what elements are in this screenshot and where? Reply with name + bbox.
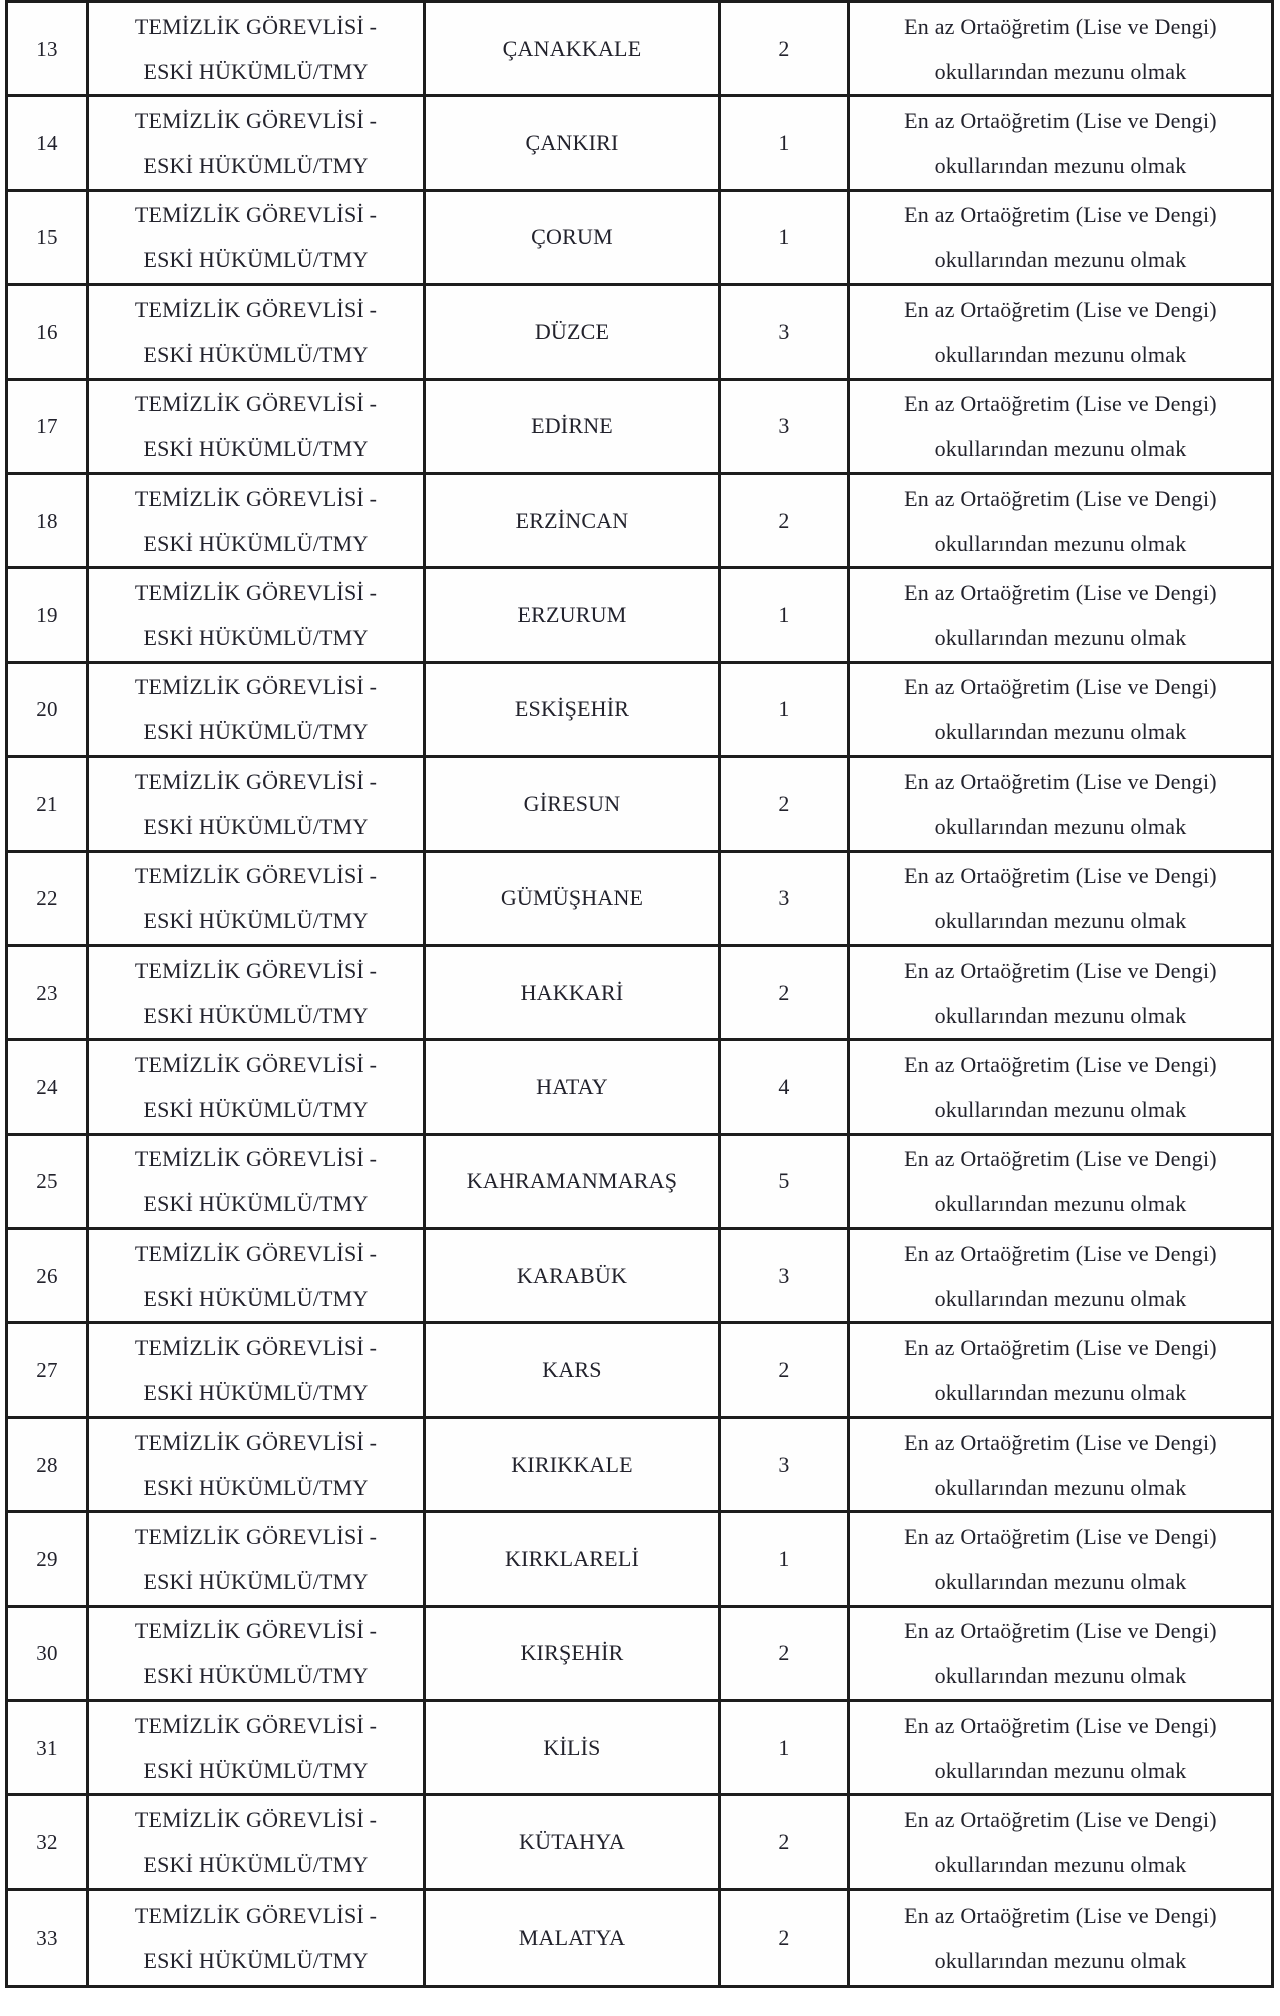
- city-cell: [426, 1230, 721, 1324]
- job-title-cell: [89, 1796, 426, 1890]
- job-title-cell: [89, 853, 426, 947]
- row-number-cell: [8, 853, 89, 947]
- quota-value: 1: [778, 696, 790, 722]
- row-number-cell: [8, 1796, 89, 1890]
- job-title-line1: TEMİZLİK GÖREVLİSİ -: [134, 674, 378, 700]
- requirement-cell: [850, 569, 1271, 663]
- job-title-cell: [89, 1513, 426, 1607]
- job-title-cell: [89, 475, 426, 569]
- job-title-line2: ESKİ HÜKÜMLÜ/TMY: [143, 1474, 369, 1500]
- row-number-cell: [8, 1891, 89, 1985]
- job-title-line2: ESKİ HÜKÜMLÜ/TMY: [143, 908, 369, 934]
- city-cell: [426, 1041, 721, 1135]
- requirement-line2: okullarından mezunu olmak: [934, 813, 1187, 839]
- job-title-line2: ESKİ HÜKÜMLÜ/TMY: [143, 1002, 369, 1028]
- row-number: 31: [36, 1735, 58, 1760]
- quota-value: 2: [778, 1925, 790, 1950]
- city-cell: [426, 947, 721, 1041]
- requirement-cell: [850, 381, 1271, 475]
- row-number: 21: [36, 791, 58, 816]
- job-title-line2: ESKİ HÜKÜMLÜ/TMY: [143, 1663, 369, 1689]
- job-title-line1: TEMİZLİK GÖREVLİSİ -: [134, 1618, 378, 1644]
- row-number: 32: [36, 1830, 58, 1855]
- row-number: 27: [36, 1358, 58, 1383]
- row-number: 25: [36, 1169, 58, 1194]
- row-number: 28: [36, 1452, 58, 1477]
- quota-cell: [721, 475, 850, 569]
- job-title-line2: ESKİ HÜKÜMLÜ/TMY: [143, 530, 369, 556]
- requirement-line2: okullarından mezunu olmak: [934, 1663, 1187, 1689]
- quota-value: 2: [778, 1829, 790, 1855]
- quota-cell: [721, 97, 850, 191]
- requirement-line1: En az Ortaöğretim (Lise ve Dengi): [904, 863, 1217, 889]
- job-title-line2: ESKİ HÜKÜMLÜ/TMY: [143, 813, 369, 839]
- city-name: DÜZCE: [534, 318, 610, 344]
- job-title-line1: TEMİZLİK GÖREVLİSİ -: [134, 1807, 378, 1833]
- requirement-line1: En az Ortaöğretim (Lise ve Dengi): [904, 13, 1217, 39]
- requirement-line1: En az Ortaöğretim (Lise ve Dengi): [904, 485, 1217, 511]
- city-name: HAKKARİ: [520, 979, 624, 1005]
- quota-value: 3: [778, 1451, 790, 1477]
- requirement-line1: En az Ortaöğretim (Lise ve Dengi): [904, 1335, 1217, 1361]
- quota-cell: [721, 1513, 850, 1607]
- job-title-cell: [89, 1136, 426, 1230]
- requirement-line1: En az Ortaöğretim (Lise ve Dengi): [904, 674, 1217, 700]
- row-number: 22: [36, 886, 58, 911]
- job-title-line2: ESKİ HÜKÜMLÜ/TMY: [143, 341, 369, 367]
- requirement-line2: okullarından mezunu olmak: [934, 1002, 1187, 1028]
- requirement-line1: En az Ortaöğretim (Lise ve Dengi): [904, 1903, 1217, 1928]
- city-cell: [426, 853, 721, 947]
- quota-value: 2: [778, 979, 790, 1005]
- job-title-line2: ESKİ HÜKÜMLÜ/TMY: [143, 1191, 369, 1217]
- quota-value: 2: [778, 35, 790, 61]
- city-cell: [426, 1324, 721, 1418]
- requirement-cell: [850, 1419, 1271, 1513]
- row-number-cell: [8, 1041, 89, 1135]
- requirement-cell: [850, 475, 1271, 569]
- requirement-line1: En az Ortaöğretim (Lise ve Dengi): [904, 957, 1217, 983]
- requirement-line2: okullarından mezunu olmak: [934, 1568, 1187, 1594]
- requirement-line1: En az Ortaöğretim (Lise ve Dengi): [904, 1712, 1217, 1738]
- job-title-line1: TEMİZLİK GÖREVLİSİ -: [134, 1523, 378, 1549]
- job-title-cell: [89, 3, 426, 97]
- job-title-cell: [89, 286, 426, 380]
- job-title-cell: [89, 381, 426, 475]
- requirement-line2: okullarından mezunu olmak: [934, 1096, 1187, 1122]
- quota-value: 3: [778, 413, 790, 439]
- quota-value: 3: [778, 318, 790, 344]
- requirement-cell: [850, 758, 1271, 852]
- job-title-line1: TEMİZLİK GÖREVLİSİ -: [134, 296, 378, 322]
- requirement-cell: [850, 1891, 1271, 1985]
- city-name: KARS: [542, 1357, 602, 1383]
- city-cell: [426, 1796, 721, 1890]
- quota-cell: [721, 758, 850, 852]
- job-title-cell: [89, 947, 426, 1041]
- requirement-line2: okullarından mezunu olmak: [934, 1380, 1187, 1406]
- quota-value: 2: [778, 790, 790, 816]
- job-title-line2: ESKİ HÜKÜMLÜ/TMY: [143, 153, 369, 179]
- job-title-cell: [89, 1702, 426, 1796]
- city-name: EDİRNE: [531, 413, 613, 439]
- requirement-line2: okullarından mezunu olmak: [934, 58, 1187, 84]
- quota-cell: [721, 1324, 850, 1418]
- quota-cell: [721, 381, 850, 475]
- requirement-line2: okullarından mezunu olmak: [934, 1948, 1187, 1973]
- city-cell: [426, 1513, 721, 1607]
- row-number: 13: [36, 36, 58, 61]
- quota-value: 5: [778, 1168, 790, 1194]
- quota-value: 1: [778, 130, 790, 156]
- quota-value: 3: [778, 885, 790, 911]
- row-number-cell: [8, 758, 89, 852]
- city-name: KAHRAMANMARAŞ: [466, 1168, 678, 1194]
- row-number-cell: [8, 1230, 89, 1324]
- row-number-cell: [8, 381, 89, 475]
- job-title-line2: ESKİ HÜKÜMLÜ/TMY: [143, 1285, 369, 1311]
- city-cell: [426, 664, 721, 758]
- job-title-line1: TEMİZLİK GÖREVLİSİ -: [134, 1051, 378, 1077]
- quota-value: 2: [778, 1357, 790, 1383]
- quota-cell: [721, 569, 850, 663]
- requirement-cell: [850, 1041, 1271, 1135]
- city-name: KIRŞEHİR: [520, 1640, 624, 1666]
- requirement-line1: En az Ortaöğretim (Lise ve Dengi): [904, 580, 1217, 606]
- job-title-cell: [89, 1324, 426, 1418]
- job-title-cell: [89, 1419, 426, 1513]
- quota-value: 4: [778, 1073, 790, 1099]
- city-cell: [426, 192, 721, 286]
- job-title-line2: ESKİ HÜKÜMLÜ/TMY: [143, 1757, 369, 1783]
- requirement-cell: [850, 286, 1271, 380]
- city-name: MALATYA: [518, 1925, 626, 1950]
- requirement-cell: [850, 1230, 1271, 1324]
- row-number: 14: [36, 131, 58, 156]
- quota-value: 1: [778, 224, 790, 250]
- job-title-cell: [89, 97, 426, 191]
- requirement-line1: En az Ortaöğretim (Lise ve Dengi): [904, 1523, 1217, 1549]
- job-title-line2: ESKİ HÜKÜMLÜ/TMY: [143, 1096, 369, 1122]
- requirement-cell: [850, 1702, 1271, 1796]
- job-title-line1: TEMİZLİK GÖREVLİSİ -: [134, 202, 378, 228]
- job-title-line1: TEMİZLİK GÖREVLİSİ -: [134, 957, 378, 983]
- job-title-cell: [89, 1608, 426, 1702]
- row-number: 23: [36, 980, 58, 1005]
- row-number-cell: [8, 1513, 89, 1607]
- requirement-line2: okullarından mezunu olmak: [934, 530, 1187, 556]
- quota-cell: [721, 1891, 850, 1985]
- requirement-cell: [850, 192, 1271, 286]
- row-number: 24: [36, 1074, 58, 1099]
- city-name: ÇANAKKALE: [502, 35, 642, 61]
- job-title-line1: TEMİZLİK GÖREVLİSİ -: [134, 1240, 378, 1266]
- requirement-cell: [850, 97, 1271, 191]
- requirement-cell: [850, 1324, 1271, 1418]
- row-number-cell: [8, 569, 89, 663]
- quota-cell: [721, 1419, 850, 1513]
- quota-cell: [721, 3, 850, 97]
- job-title-cell: [89, 1041, 426, 1135]
- city-name: KIRIKKALE: [511, 1451, 633, 1477]
- row-number-cell: [8, 97, 89, 191]
- city-name: GÜMÜŞHANE: [500, 885, 644, 911]
- requirement-line1: En az Ortaöğretim (Lise ve Dengi): [904, 202, 1217, 228]
- quota-value: 1: [778, 602, 790, 628]
- quota-value: 3: [778, 1262, 790, 1288]
- job-title-line2: ESKİ HÜKÜMLÜ/TMY: [143, 1948, 369, 1973]
- requirement-line1: En az Ortaöğretim (Lise ve Dengi): [904, 1051, 1217, 1077]
- requirement-line2: okullarından mezunu olmak: [934, 625, 1187, 651]
- job-title-cell: [89, 192, 426, 286]
- job-title-line1: TEMİZLİK GÖREVLİSİ -: [134, 13, 378, 39]
- quota-value: 1: [778, 1734, 790, 1760]
- city-name: ERZURUM: [517, 602, 627, 628]
- requirement-line1: En az Ortaöğretim (Lise ve Dengi): [904, 1807, 1217, 1833]
- job-title-line1: TEMİZLİK GÖREVLİSİ -: [134, 863, 378, 889]
- requirement-line2: okullarından mezunu olmak: [934, 1191, 1187, 1217]
- city-cell: [426, 1136, 721, 1230]
- quota-cell: [721, 286, 850, 380]
- city-cell: [426, 381, 721, 475]
- quota-cell: [721, 1230, 850, 1324]
- row-number: 15: [36, 225, 58, 250]
- city-cell: [426, 3, 721, 97]
- requirement-line2: okullarından mezunu olmak: [934, 908, 1187, 934]
- city-cell: [426, 1419, 721, 1513]
- job-title-line1: TEMİZLİK GÖREVLİSİ -: [134, 1429, 378, 1455]
- row-number-cell: [8, 1419, 89, 1513]
- job-title-line2: ESKİ HÜKÜMLÜ/TMY: [143, 247, 369, 273]
- row-number-cell: [8, 1702, 89, 1796]
- requirement-line2: okullarından mezunu olmak: [934, 436, 1187, 462]
- row-number: 26: [36, 1263, 58, 1288]
- job-title-line1: TEMİZLİK GÖREVLİSİ -: [134, 1712, 378, 1738]
- requirement-line2: okullarından mezunu olmak: [934, 1285, 1187, 1311]
- row-number-cell: [8, 3, 89, 97]
- job-title-cell: [89, 569, 426, 663]
- job-title-cell: [89, 1891, 426, 1985]
- job-title-line2: ESKİ HÜKÜMLÜ/TMY: [143, 1568, 369, 1594]
- job-title-line2: ESKİ HÜKÜMLÜ/TMY: [143, 1380, 369, 1406]
- quota-value: 2: [778, 507, 790, 533]
- job-title-cell: [89, 758, 426, 852]
- requirement-line1: En az Ortaöğretim (Lise ve Dengi): [904, 1618, 1217, 1644]
- row-number-cell: [8, 286, 89, 380]
- job-title-line1: TEMİZLİK GÖREVLİSİ -: [134, 108, 378, 134]
- row-number-cell: [8, 475, 89, 569]
- job-title-cell: [89, 1230, 426, 1324]
- quota-cell: [721, 853, 850, 947]
- city-name: GİRESUN: [523, 790, 621, 816]
- city-cell: [426, 569, 721, 663]
- quota-cell: [721, 1608, 850, 1702]
- job-title-line1: TEMİZLİK GÖREVLİSİ -: [134, 1146, 378, 1172]
- requirement-cell: [850, 1608, 1271, 1702]
- requirement-cell: [850, 947, 1271, 1041]
- requirement-cell: [850, 853, 1271, 947]
- city-name: ESKİŞEHİR: [514, 696, 630, 722]
- job-title-cell: [89, 664, 426, 758]
- row-number-cell: [8, 947, 89, 1041]
- requirement-line1: En az Ortaöğretim (Lise ve Dengi): [904, 1146, 1217, 1172]
- requirement-cell: [850, 1136, 1271, 1230]
- city-cell: [426, 97, 721, 191]
- requirement-cell: [850, 1513, 1271, 1607]
- job-title-line2: ESKİ HÜKÜMLÜ/TMY: [143, 436, 369, 462]
- job-title-line1: TEMİZLİK GÖREVLİSİ -: [134, 1903, 378, 1928]
- quota-cell: [721, 1136, 850, 1230]
- quota-value: 1: [778, 1545, 790, 1571]
- requirement-cell: [850, 3, 1271, 97]
- row-number-cell: [8, 664, 89, 758]
- city-cell: [426, 1608, 721, 1702]
- job-title-line2: ESKİ HÜKÜMLÜ/TMY: [143, 719, 369, 745]
- requirement-cell: [850, 664, 1271, 758]
- row-number-cell: [8, 1608, 89, 1702]
- row-number: 30: [36, 1641, 58, 1666]
- quota-cell: [721, 664, 850, 758]
- job-title-line1: TEMİZLİK GÖREVLİSİ -: [134, 580, 378, 606]
- requirement-line2: okullarından mezunu olmak: [934, 341, 1187, 367]
- requirement-line1: En az Ortaöğretim (Lise ve Dengi): [904, 296, 1217, 322]
- city-cell: [426, 475, 721, 569]
- requirement-line2: okullarından mezunu olmak: [934, 1474, 1187, 1500]
- requirement-line1: En az Ortaöğretim (Lise ve Dengi): [904, 1240, 1217, 1266]
- row-number-cell: [8, 1136, 89, 1230]
- requirement-line1: En az Ortaöğretim (Lise ve Dengi): [904, 768, 1217, 794]
- row-number-cell: [8, 192, 89, 286]
- quota-cell: [721, 192, 850, 286]
- requirement-line2: okullarından mezunu olmak: [934, 153, 1187, 179]
- city-name: KARABÜK: [516, 1262, 628, 1288]
- row-number: 20: [36, 697, 58, 722]
- city-cell: [426, 758, 721, 852]
- city-name: HATAY: [536, 1073, 608, 1099]
- requirement-line2: okullarından mezunu olmak: [934, 719, 1187, 745]
- quota-cell: [721, 947, 850, 1041]
- requirement-line2: okullarından mezunu olmak: [934, 1757, 1187, 1783]
- quota-cell: [721, 1041, 850, 1135]
- city-name: KİLİS: [543, 1734, 601, 1760]
- requirement-cell: [850, 1796, 1271, 1890]
- quota-value: 2: [778, 1640, 790, 1666]
- vacancy-table: [5, 0, 1274, 1988]
- job-title-line1: TEMİZLİK GÖREVLİSİ -: [134, 768, 378, 794]
- job-title-line2: ESKİ HÜKÜMLÜ/TMY: [143, 625, 369, 651]
- city-name: ERZİNCAN: [515, 507, 629, 533]
- row-number: 29: [36, 1546, 58, 1571]
- city-cell: [426, 1891, 721, 1985]
- quota-cell: [721, 1796, 850, 1890]
- job-title-line1: TEMİZLİK GÖREVLİSİ -: [134, 1335, 378, 1361]
- city-name: KIRKLARELİ: [505, 1545, 639, 1571]
- requirement-line2: okullarından mezunu olmak: [934, 1852, 1187, 1878]
- city-name: KÜTAHYA: [519, 1829, 625, 1855]
- job-title-line2: ESKİ HÜKÜMLÜ/TMY: [143, 1852, 369, 1878]
- row-number: 19: [36, 603, 58, 628]
- requirement-line1: En az Ortaöğretim (Lise ve Dengi): [904, 1429, 1217, 1455]
- quota-cell: [721, 1702, 850, 1796]
- requirement-line1: En az Ortaöğretim (Lise ve Dengi): [904, 108, 1217, 134]
- row-number: 16: [36, 319, 58, 344]
- city-name: ÇANKIRI: [525, 130, 619, 156]
- city-cell: [426, 1702, 721, 1796]
- row-number: 17: [36, 414, 58, 439]
- row-number: 18: [36, 508, 58, 533]
- job-title-line1: TEMİZLİK GÖREVLİSİ -: [134, 391, 378, 417]
- requirement-line1: En az Ortaöğretim (Lise ve Dengi): [904, 391, 1217, 417]
- job-title-line1: TEMİZLİK GÖREVLİSİ -: [134, 485, 378, 511]
- row-number: 33: [36, 1926, 58, 1950]
- job-title-line2: ESKİ HÜKÜMLÜ/TMY: [143, 58, 369, 84]
- city-cell: [426, 286, 721, 380]
- requirement-line2: okullarından mezunu olmak: [934, 247, 1187, 273]
- city-name: ÇORUM: [531, 224, 613, 250]
- row-number-cell: [8, 1324, 89, 1418]
